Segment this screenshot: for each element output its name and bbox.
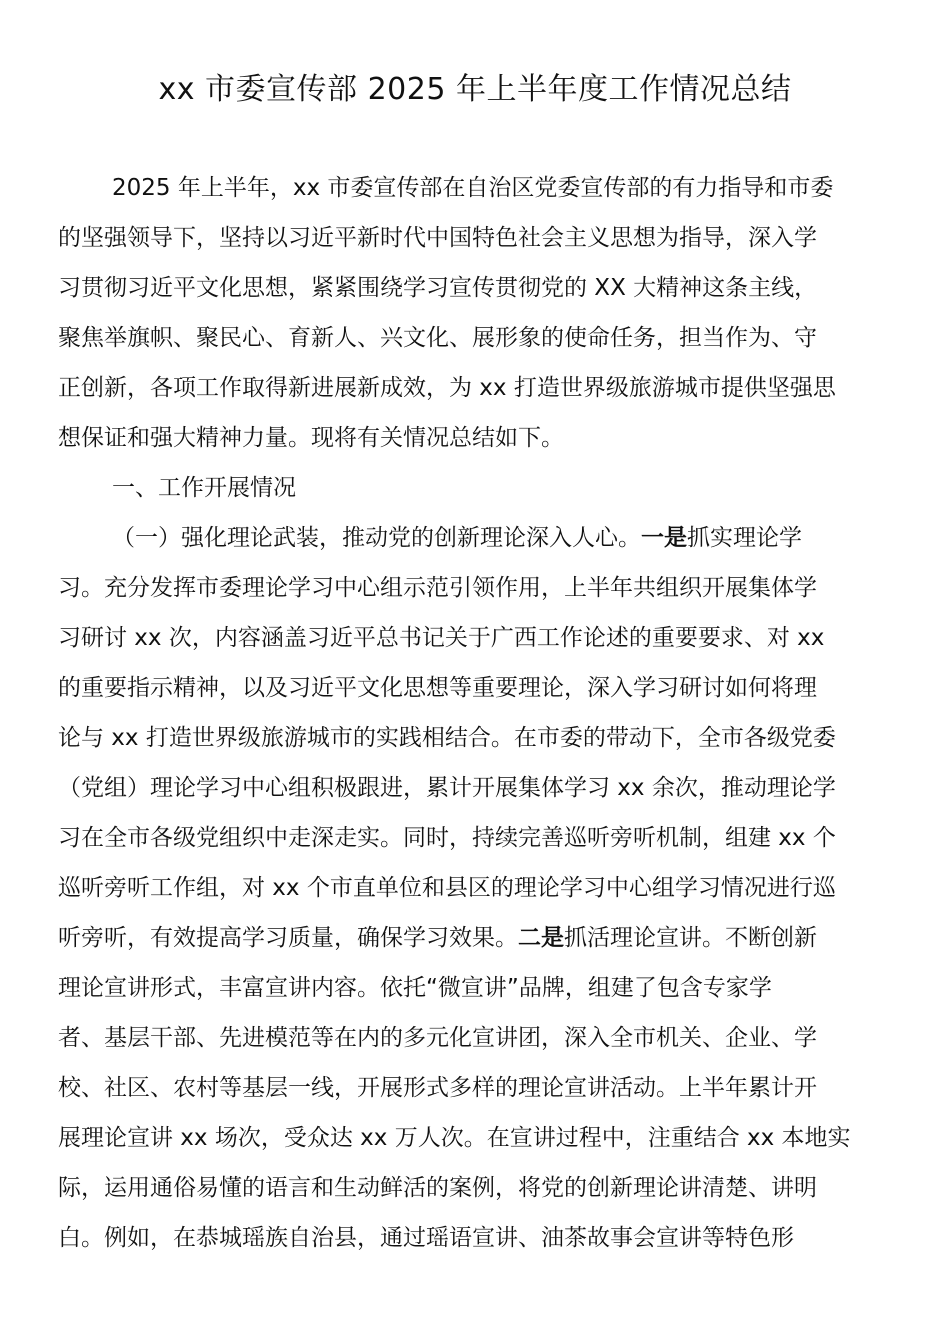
subsection-heading: （一）强化理论武装，推动党的创新理论深入人心。 (112, 525, 641, 551)
body-line: 校、社区、农村等基层一线，开展形式多样的理论宣讲活动。上半年累计开 (58, 1075, 817, 1101)
body-line: 习研讨 xx 次，内容涵盖习近平总书记关于广西工作论述的重要要求、对 xx (58, 625, 825, 651)
body-line: 论与 xx 打造世界级旅游城市的实践相结合。在市委的带动下，全市各级党委 (58, 725, 836, 751)
body-line: 习在全市各级党组织中走深走实。同时，持续完善巡听旁听机制，组建 xx 个 (58, 825, 836, 851)
body-line: 理论宣讲形式，丰富宣讲内容。依托“微宣讲”品牌，组建了包含专家学 (58, 975, 772, 1001)
body-line: 巡听旁听工作组，对 xx 个市直单位和县区的理论学习中心组学习情况进行巡 (58, 875, 836, 901)
body-text: 听旁听，有效提高学习质量，确保学习效果。 (58, 925, 518, 951)
intro-line: 聚焦举旗帜、聚民心、育新人、兴文化、展形象的使命任务，担当作为、守 (58, 325, 817, 351)
intro-line: 习贯彻习近平文化思想，紧紧围绕学习宣传贯彻党的 XX 大精神这条主线， (58, 275, 818, 301)
body-line: 习。充分发挥市委理论学习中心组示范引领作用，上半年共组织开展集体学 (58, 575, 817, 601)
document-body (58, 163, 898, 1263)
subsection-text: 抓实理论学 (687, 525, 802, 551)
body-line: 者、基层干部、先进模范等在内的多元化宣讲团，深入全市机关、企业、学 (58, 1025, 817, 1051)
intro-line: 想保证和强大精神力量。现将有关情况总结如下。 (58, 425, 564, 451)
section-heading: 一、工作开展情况 (112, 475, 296, 501)
bold-marker-first: 一是 (641, 525, 687, 551)
body-line: （党组）理论学习中心组积极跟进，累计开展集体学习 xx 余次，推动理论学 (58, 775, 836, 801)
subsection-heading-line (58, 513, 898, 563)
body-text: 抓活理论宣讲。不断创新 (564, 925, 817, 951)
body-line: 际，运用通俗易懂的语言和生动鲜活的案例，将党的创新理论讲清楚、讲明 (58, 1175, 817, 1201)
intro-line: 2025 年上半年，xx 市委宣传部在自治区党委宣传部的有力指导和市委 (112, 175, 834, 201)
bold-marker-second: 二是 (518, 925, 564, 951)
body-line-with-marker (58, 913, 898, 963)
intro-line: 的坚强领导下，坚持以习近平新时代中国特色社会主义思想为指导，深入学 (58, 225, 817, 251)
document-title: xx 市委宣传部 2025 年上半年度工作情况总结 (158, 72, 792, 107)
intro-line: 正创新，各项工作取得新进展新成效，为 xx 打造世界级旅游城市提供坚强思 (58, 375, 836, 401)
body-line: 的重要指示精神，以及习近平文化思想等重要理论，深入学习研讨如何将理 (58, 675, 817, 701)
body-line: 白。例如，在恭城瑶族自治县，通过瑶语宣讲、油茶故事会宣讲等特色形 (58, 1225, 794, 1251)
body-line: 展理论宣讲 xx 场次，受众达 xx 万人次。在宣讲过程中，注重结合 xx 本地实 (58, 1125, 851, 1151)
